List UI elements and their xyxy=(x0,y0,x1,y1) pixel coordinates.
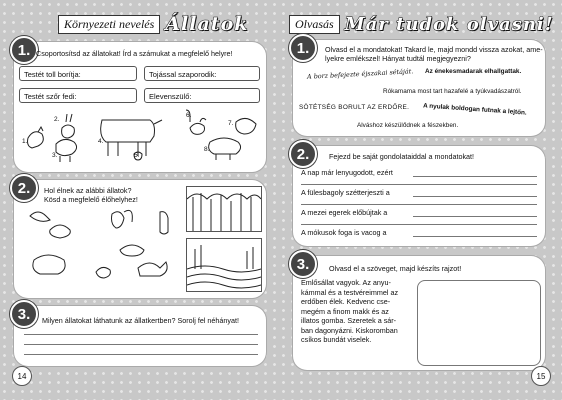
task-instruction: Csoportosítsd az állatokat! Írd a számukat a megfelelő helyre! xyxy=(36,49,233,58)
answer-line[interactable] xyxy=(301,224,537,225)
page-title: Már tudok olvasni! xyxy=(344,13,554,35)
answer-line[interactable] xyxy=(413,236,537,237)
answer-line[interactable] xyxy=(301,204,537,205)
hedgehog-icon xyxy=(30,212,50,221)
animal-number: 6. xyxy=(186,112,192,119)
turkey-icon xyxy=(236,118,256,134)
owl-icon xyxy=(160,212,168,234)
task-1-card xyxy=(14,42,266,172)
sentence-prompt: A mókusok foga is vacog a xyxy=(301,228,387,237)
sentence-darkness: SÖTÉTSÉG BORULT AZ ERDŐRE. xyxy=(299,104,410,111)
animal-number: 4. xyxy=(98,138,104,145)
page-number: 15 xyxy=(531,366,551,386)
task-instruction-line1: Hol élnek az alábbi állatok? xyxy=(44,186,132,195)
reading-task-1-card xyxy=(293,40,545,136)
duck-icon xyxy=(96,267,110,278)
answer-line[interactable] xyxy=(24,334,258,335)
answer-line[interactable] xyxy=(24,344,258,345)
task-instruction: Olvasd el a szöveget, majd készíts rajzot! xyxy=(329,264,462,273)
task-2-card xyxy=(14,180,266,298)
sentence-prompt: A nap már lenyugodott, ezért xyxy=(301,168,393,177)
sentence-fox-mother: Rókamama most tart hazafelé a tyúkvadászatról. xyxy=(383,88,522,95)
frog-icon xyxy=(50,225,71,238)
task-number-badge: 3. xyxy=(289,250,317,278)
sentence-songbirds: Az énekesmadarak elhallgattak. xyxy=(425,68,522,75)
task-instruction: Fejezd be saját gondolataiddal a mondatokat! xyxy=(329,152,475,161)
task-number-badge: 2. xyxy=(10,174,38,202)
task-instruction-line1: Olvasd el a mondatokat! Takard le, majd mondd vissza azokat, ame- xyxy=(325,45,543,54)
task-instruction-line2: Kösd a megfelelő élőhelyhez! xyxy=(44,195,138,204)
reading-task-3-card xyxy=(293,256,545,370)
egg-laying-box[interactable]: Tojással szaporodik: xyxy=(144,66,260,81)
subject-tag: Olvasás xyxy=(289,15,340,34)
sentence-prompt: A mezei egerek előbújtak a xyxy=(301,208,388,217)
story-line: kámmal és a testvéreimmel az xyxy=(301,287,399,297)
task-3-card xyxy=(14,306,266,366)
sentence-nest: Alváshoz készülődnek a fészekben. xyxy=(357,122,459,129)
story-line: ban dagonyázni. Kiskoromban xyxy=(301,325,398,335)
task-number-badge: 1. xyxy=(289,34,317,62)
task-number-badge: 1. xyxy=(10,36,38,64)
pig-icon xyxy=(209,138,241,160)
turtle-icon xyxy=(120,245,144,256)
task-number-badge: 2. xyxy=(289,140,317,168)
feathered-box[interactable]: Testét toll borítja: xyxy=(19,66,137,81)
right-page xyxy=(281,0,562,400)
animal-number: 1. xyxy=(22,138,28,145)
answer-line[interactable] xyxy=(24,354,258,355)
task-instruction-line2: lyekre emlékszel! Hányat tudtál megjegyezni? xyxy=(325,54,471,63)
answer-line[interactable] xyxy=(413,216,537,217)
reading-task-2-card xyxy=(293,146,545,246)
furred-box[interactable]: Testét szőr fedi: xyxy=(19,88,137,103)
page-number: 14 xyxy=(12,366,32,386)
sentence-prompt: A fülesbagoly szétterjeszti a xyxy=(301,188,390,197)
story-text xyxy=(301,278,413,345)
animal-number: 8. xyxy=(204,146,210,153)
animal-number: 3. xyxy=(52,152,58,159)
task-number-badge: 3. xyxy=(10,300,38,328)
story-line: illatos gomba. Szeretek a sár- xyxy=(301,316,397,325)
drawing-area[interactable] xyxy=(417,280,541,366)
farm-animals-illustration xyxy=(14,108,266,168)
rooster-icon xyxy=(28,127,44,148)
page-title: Állatok xyxy=(165,13,249,35)
animal-number: 7. xyxy=(228,120,234,127)
story-line: csíkos bundát viselek. xyxy=(301,335,372,344)
water-habitat-picture[interactable] xyxy=(186,238,262,292)
boar-icon xyxy=(33,255,65,274)
sheep-icon xyxy=(56,139,77,162)
fox-icon xyxy=(138,262,167,276)
answer-line[interactable] xyxy=(413,176,537,177)
duck-icon xyxy=(190,118,206,134)
cow-icon xyxy=(101,120,162,156)
story-line: megém a finom makk és az xyxy=(301,306,389,316)
answer-line[interactable] xyxy=(413,196,537,197)
subject-tag: Környezeti nevelés xyxy=(58,15,160,34)
forest-habitat-picture[interactable] xyxy=(186,186,262,232)
rabbit-icon xyxy=(62,114,75,138)
story-line: Emlősállat vagyok. Az anyu- xyxy=(301,278,391,287)
viviparous-box[interactable]: Elevenszülő: xyxy=(144,88,260,103)
sentence-rabbits: A nyulak boldogan futnak a lejtőn. xyxy=(422,102,527,117)
sentence-badger: A borz befejezte éjszakai sétáját. xyxy=(306,67,414,81)
answer-line[interactable] xyxy=(301,184,537,185)
story-line: erdőben élek. Kedvenc cse- xyxy=(301,297,391,306)
task-instruction: Milyen állatokat láthatunk az állatkertben? Sorolj fel néhányat! xyxy=(42,316,239,325)
forest-animals-illustration xyxy=(20,204,180,294)
animal-number: 2. xyxy=(54,116,60,123)
squirrel-icon xyxy=(112,210,133,228)
right-header xyxy=(289,10,554,38)
left-header xyxy=(58,10,248,38)
animal-number: 5. xyxy=(134,152,140,159)
